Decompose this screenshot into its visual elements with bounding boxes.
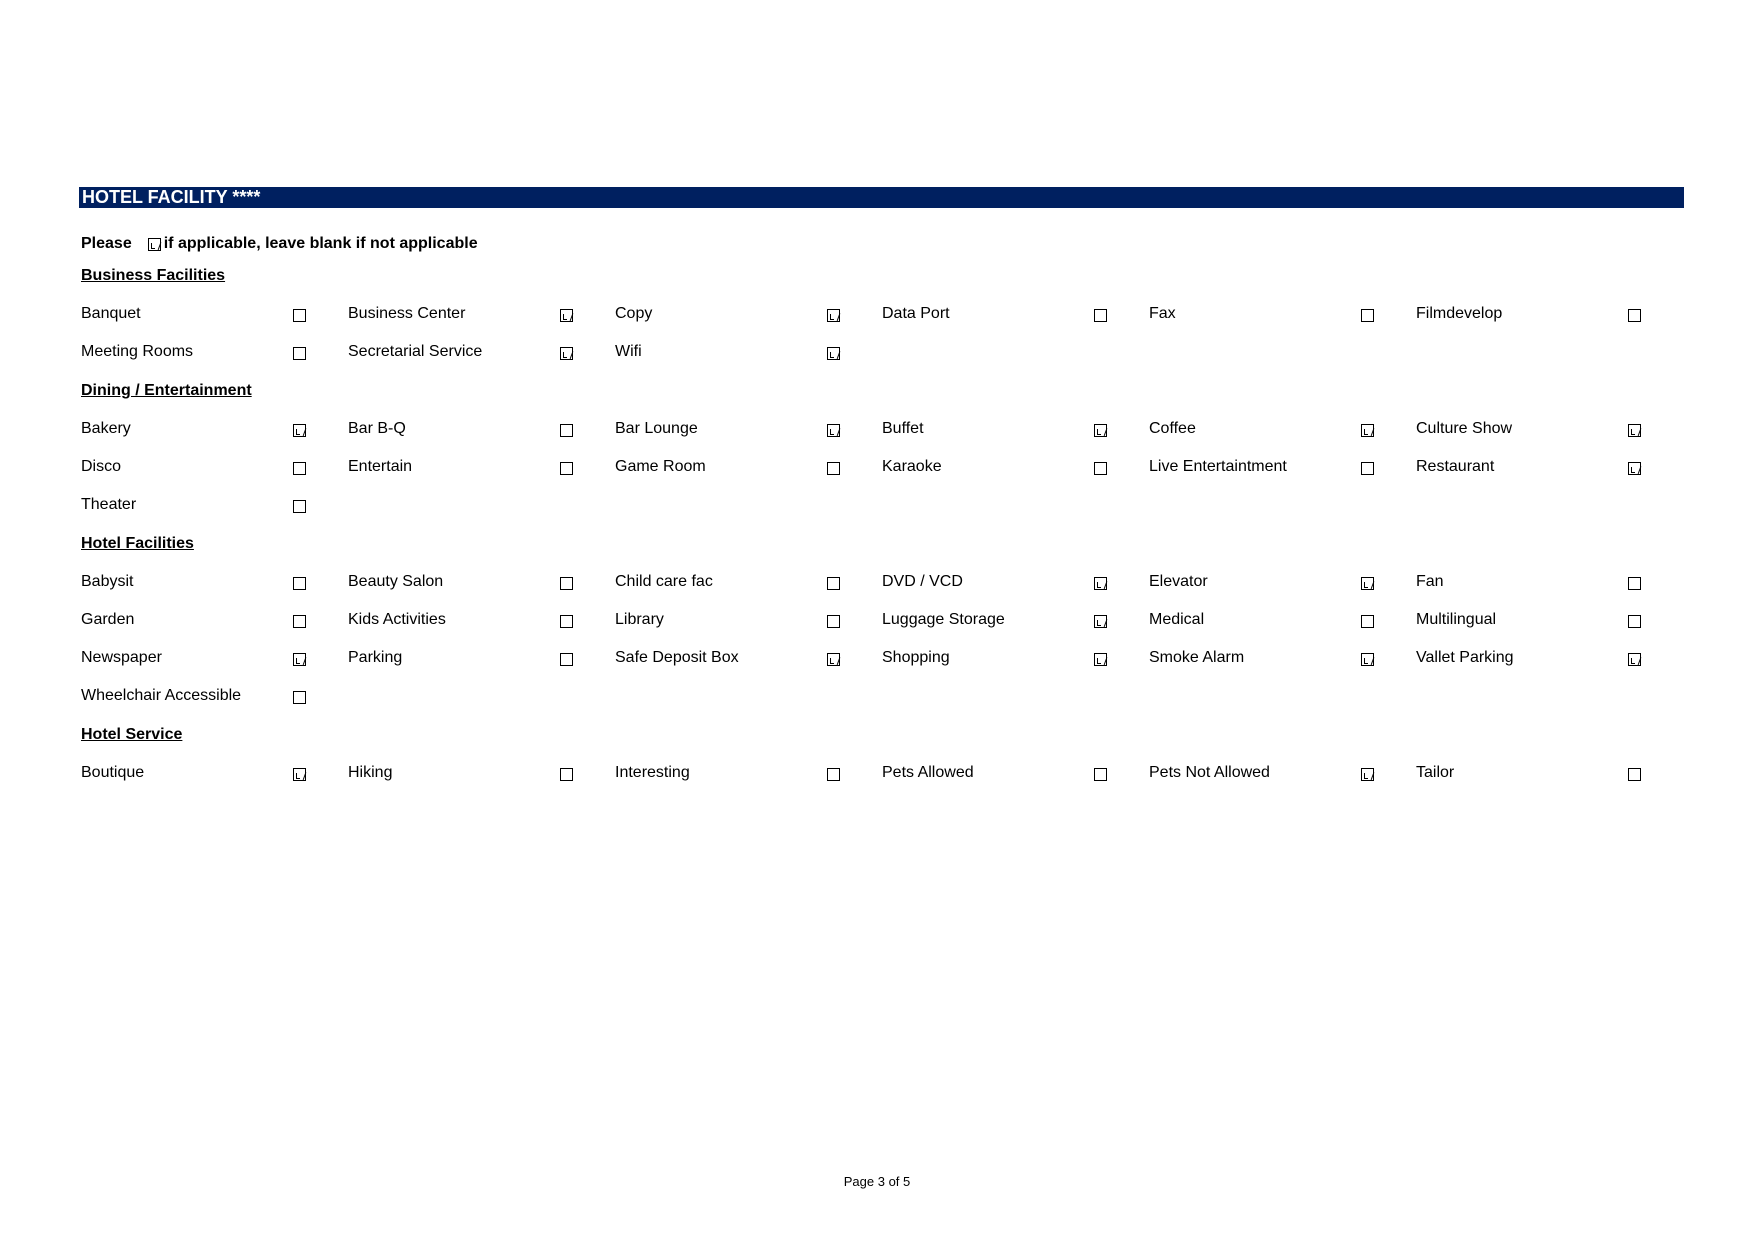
facility-item (1416, 610, 1683, 648)
checkbox-checked-icon[interactable] (827, 653, 840, 666)
checkbox-checked-icon[interactable] (1094, 653, 1107, 666)
page-number: Page 3 of 5 (843, 1174, 911, 1189)
facility-item (1416, 457, 1683, 495)
facility-item (1416, 419, 1683, 457)
checkbox-unchecked-icon[interactable] (1094, 462, 1107, 475)
example-checkbox-icon (148, 238, 161, 251)
facility-item (81, 457, 348, 495)
facility-label: Karaoke (882, 458, 942, 475)
checkbox-unchecked-icon[interactable] (1628, 615, 1641, 628)
facility-label: Pets Not Allowed (1149, 764, 1270, 781)
facility-item (1149, 610, 1416, 648)
facility-item (348, 572, 615, 610)
checkbox-unchecked-icon[interactable] (827, 577, 840, 590)
facility-item (81, 572, 348, 610)
checkbox-checked-icon[interactable] (293, 768, 306, 781)
section-title: Hotel Facilities (81, 535, 194, 552)
checkbox-checked-icon[interactable] (1094, 577, 1107, 590)
facility-item (882, 572, 1149, 610)
facility-label: Theater (81, 496, 137, 513)
checkbox-unchecked-icon[interactable] (827, 768, 840, 781)
facility-label: Secretarial Service (348, 343, 483, 360)
facility-label: Wheelchair Accessible (81, 687, 242, 704)
checkbox-unchecked-icon[interactable] (560, 768, 573, 781)
facility-label: Banquet (81, 305, 141, 322)
facility-item (348, 419, 615, 457)
checkbox-unchecked-icon[interactable] (560, 577, 573, 590)
facility-item (1149, 457, 1416, 495)
facility-label: Business Center (348, 305, 466, 322)
checkbox-checked-icon[interactable] (293, 424, 306, 437)
facility-item (615, 763, 882, 801)
checkbox-unchecked-icon[interactable] (1361, 462, 1374, 475)
checkbox-checked-icon[interactable] (293, 653, 306, 666)
facility-grid (81, 572, 1681, 724)
checkbox-checked-icon[interactable] (1361, 768, 1374, 781)
facility-item (882, 610, 1149, 648)
checkbox-checked-icon[interactable] (1094, 424, 1107, 437)
checkbox-unchecked-icon[interactable] (560, 653, 573, 666)
checkbox-unchecked-icon[interactable] (1361, 615, 1374, 628)
facility-label: Hiking (348, 764, 393, 781)
facility-label: Filmdevelop (1416, 305, 1503, 322)
facility-label: Data Port (882, 305, 950, 322)
facility-label: Culture Show (1416, 420, 1513, 437)
facility-item (81, 686, 348, 724)
checkbox-unchecked-icon[interactable] (293, 347, 306, 360)
checkbox-unchecked-icon[interactable] (293, 577, 306, 590)
facility-item (1416, 572, 1683, 610)
facility-label: Buffet (882, 420, 924, 437)
facility-label: Coffee (1149, 420, 1196, 437)
facility-label: Garden (81, 611, 135, 628)
facility-item (1149, 763, 1416, 801)
facility-label: Parking (348, 649, 403, 666)
facility-label: Fax (1149, 305, 1176, 322)
facility-item (81, 648, 348, 686)
facility-grid (81, 763, 1681, 801)
checkbox-unchecked-icon[interactable] (560, 424, 573, 437)
facility-item (615, 610, 882, 648)
facility-item (81, 763, 348, 801)
facility-item (348, 304, 615, 342)
facility-label: Beauty Salon (348, 573, 444, 590)
facility-section (81, 534, 1681, 724)
checkbox-checked-icon[interactable] (1361, 424, 1374, 437)
checkbox-unchecked-icon[interactable] (293, 691, 306, 704)
facility-label: Smoke Alarm (1149, 649, 1245, 666)
facility-label: Bakery (81, 420, 131, 437)
instruction-suffix: if applicable, leave blank if not applicable (163, 235, 478, 252)
facility-item (348, 648, 615, 686)
facility-item (1416, 648, 1683, 686)
facility-item (615, 304, 882, 342)
facility-item (615, 648, 882, 686)
facility-section (81, 381, 1681, 533)
facility-label: Meeting Rooms (81, 343, 194, 360)
facility-grid (81, 419, 1681, 533)
checkbox-checked-icon[interactable] (1628, 424, 1641, 437)
facility-item (882, 419, 1149, 457)
instruction-prefix: Please (81, 235, 132, 252)
facility-section (81, 725, 1681, 801)
checkbox-checked-icon[interactable] (1628, 653, 1641, 666)
facility-section (81, 266, 1681, 380)
facility-item (882, 304, 1149, 342)
checkbox-unchecked-icon[interactable] (827, 615, 840, 628)
facility-item (1149, 648, 1416, 686)
facility-item (1416, 304, 1683, 342)
checkbox-unchecked-icon[interactable] (560, 462, 573, 475)
facility-label: Pets Allowed (882, 764, 974, 781)
checkbox-unchecked-icon[interactable] (293, 615, 306, 628)
facility-label: Copy (615, 305, 653, 322)
checkbox-unchecked-icon[interactable] (293, 500, 306, 513)
facility-label: Live Entertaintment (1149, 458, 1287, 475)
facility-item (615, 457, 882, 495)
facility-label: Safe Deposit Box (615, 649, 739, 666)
facility-item (615, 342, 882, 380)
facility-label: Wifi (615, 343, 642, 360)
checkbox-checked-icon[interactable] (560, 347, 573, 360)
facility-label: Game Room (615, 458, 706, 475)
checkbox-unchecked-icon[interactable] (1094, 309, 1107, 322)
facility-label: Library (615, 611, 664, 628)
facility-label: Shopping (882, 649, 950, 666)
facility-label: Newspaper (81, 649, 162, 666)
facility-label: Bar B-Q (348, 420, 406, 437)
facility-item (348, 342, 615, 380)
facility-item (615, 419, 882, 457)
facility-item (882, 648, 1149, 686)
section-header-bar (79, 187, 1684, 208)
section-title: Hotel Service (81, 726, 183, 743)
facility-item (882, 763, 1149, 801)
facility-item (882, 457, 1149, 495)
facility-item (1416, 763, 1683, 801)
checkbox-unchecked-icon[interactable] (1628, 309, 1641, 322)
facility-item (81, 419, 348, 457)
facility-grid (81, 304, 1681, 380)
checkbox-checked-icon[interactable] (1094, 615, 1107, 628)
section-title: Dining / Entertainment (81, 382, 252, 399)
facility-label: Restaurant (1416, 458, 1495, 475)
facility-item (615, 572, 882, 610)
facility-label: Fan (1416, 573, 1444, 590)
checkbox-unchecked-icon[interactable] (1361, 309, 1374, 322)
facility-item (348, 763, 615, 801)
facility-item (81, 610, 348, 648)
checkbox-checked-icon[interactable] (827, 309, 840, 322)
facility-item (81, 342, 348, 380)
facility-label: Luggage Storage (882, 611, 1005, 628)
facility-item (1149, 572, 1416, 610)
facility-label: DVD / VCD (882, 573, 963, 590)
checkbox-checked-icon[interactable] (827, 347, 840, 360)
checkbox-unchecked-icon[interactable] (1094, 768, 1107, 781)
checkbox-unchecked-icon[interactable] (827, 462, 840, 475)
checkbox-unchecked-icon[interactable] (293, 309, 306, 322)
checkbox-checked-icon[interactable] (560, 309, 573, 322)
facility-label: Elevator (1149, 573, 1208, 590)
facility-item (1149, 304, 1416, 342)
facility-label: Interesting (615, 764, 690, 781)
checkbox-unchecked-icon[interactable] (1628, 768, 1641, 781)
checkbox-unchecked-icon[interactable] (293, 462, 306, 475)
facility-label: Disco (81, 458, 122, 475)
facility-label: Medical (1149, 611, 1205, 628)
facility-label: Tailor (1416, 764, 1455, 781)
checkbox-unchecked-icon[interactable] (1628, 577, 1641, 590)
section-title: Business Facilities (81, 267, 226, 284)
facility-label: Vallet Parking (1416, 649, 1514, 666)
checkbox-checked-icon[interactable] (1628, 462, 1641, 475)
facility-label: Kids Activities (348, 611, 446, 628)
facility-label: Entertain (348, 458, 413, 475)
facility-label: Child care fac (615, 573, 713, 590)
facility-item (1149, 419, 1416, 457)
checkbox-checked-icon[interactable] (1361, 577, 1374, 590)
facility-label: Boutique (81, 764, 145, 781)
facility-item (348, 457, 615, 495)
facility-item (81, 495, 348, 533)
facility-label: Bar Lounge (615, 420, 698, 437)
facility-label: Babysit (81, 573, 134, 590)
page-title: HOTEL FACILITY **** (82, 187, 261, 207)
checkbox-unchecked-icon[interactable] (560, 615, 573, 628)
checkbox-checked-icon[interactable] (1361, 653, 1374, 666)
checkbox-checked-icon[interactable] (827, 424, 840, 437)
facility-item (81, 304, 348, 342)
instruction-line (81, 234, 478, 254)
facility-label: Multilingual (1416, 611, 1497, 628)
facility-item (348, 610, 615, 648)
